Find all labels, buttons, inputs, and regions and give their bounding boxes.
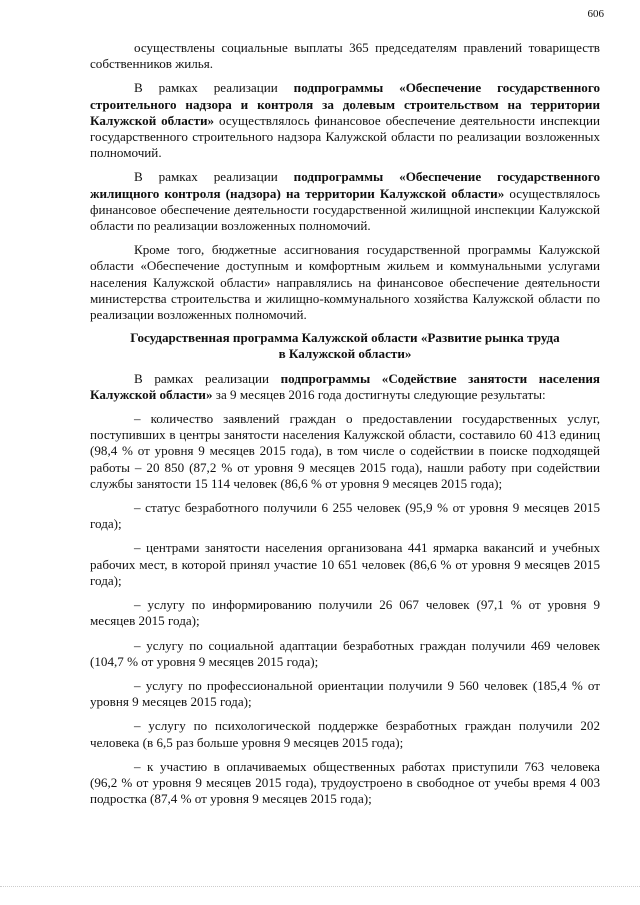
paragraph-construction-supervision [90, 80, 600, 161]
list-item: – услугу по социальной адаптации безработных граждан получили 469 человек (104,7 % от уровня 9 месяцев 2015 года); [90, 637, 600, 669]
paragraph-text: В рамках реализации [134, 169, 294, 185]
subprogram-title: подпрограммы «Содействие занятости населения Калужской области» [90, 370, 600, 402]
scan-artifact-line [0, 886, 640, 888]
section-heading [90, 330, 600, 362]
list-item: – центрами занятости населения организована 441 ярмарка вакансий и учебных рабочих мест, в которой принял участие 10 651 человек (86,6 % от уровня 9 месяцев 2015 года); [90, 540, 600, 588]
paragraph-employment-intro [90, 371, 600, 403]
paragraph-text: В рамках реализации [134, 80, 294, 96]
list-item: – услугу по психологической поддержке безработных граждан получили 202 человека (в 6,5 раз больше уровня 9 месяцев 2015 года); [90, 718, 600, 750]
list-item: – к участию в оплачиваемых общественных работах приступили 763 человека (96,2 % от уровня 9 месяцев 2015 года), трудоустроено в свободное от учебы время 4 003 подростка (87,4 % от уровня 9 месяцев 2015 года); [90, 758, 600, 807]
list-item: – услугу по профессиональной ориентации получили 9 560 человек (185,4 % от уровня 9 месяцев 2015 года); [90, 677, 600, 710]
list-item: – статус безработного получили 6 255 человек (95,9 % от уровня 9 месяцев 2015 года); [90, 500, 600, 532]
subprogram-title: подпрограммы «Обеспечение государственного строительного надзора и контроля за долевым строительством на территории Калужской области» [90, 80, 600, 128]
page-number: 606 [587, 8, 604, 20]
document-body [90, 40, 600, 815]
subprogram-title: подпрограммы «Обеспечение государственного жилищного контроля (надзора) на территории Калужской области» [90, 169, 600, 201]
section-heading-line: в Калужской области» [278, 346, 412, 362]
paragraph-text: осуществлялось финансовое обеспечение деятельности государственной жилищной инспекции Калужской области по реализации возложенных полномочий. [90, 185, 600, 234]
list-item: – услугу по информированию получили 26 067 человек (97,1 % от уровня 9 месяцев 2015 года); [90, 597, 600, 629]
paragraph-budget-allocations: Кроме того, бюджетные ассигнования государственной программы Калужской области «Обеспечение доступным и комфортным жильем и коммунальными услугами населения Калужской области» направлялись на финансовое обеспечение деятельности министерства строительства и жилищно-коммунального хозяйства Калужской области по реализации возложенных полномочий. [90, 242, 600, 323]
paragraph-text: осуществлялось финансовое обеспечение деятельности инспекции государственного строительного надзора Калужской области по реализации возложенных полномочий. [90, 112, 600, 161]
paragraph-housing-control [90, 169, 600, 234]
paragraph-text: за 9 месяцев 2016 года достигнуты следующие результаты: [212, 386, 546, 402]
paragraph-text: В рамках реализации [134, 370, 281, 386]
paragraph-continuation: осуществлены социальные выплаты 365 председателям правлений товариществ собственников жилья. [90, 40, 600, 72]
list-item: – количество заявлений граждан о предоставлении государственных услуг, поступивших в центры занятости населения Калужской области, составило 60 413 единиц (98,4 % от уровня 9 месяцев 2015 года), в том числе о содействии в поиске подходящей работы – 20 850 (87,2 % от уровня 9 месяцев 2015 года), нашли работу при содействии службы занятости 15 114 человек (86,6 % от уровня 9 месяцев 2015 года); [90, 411, 600, 491]
section-heading-line: Государственная программа Калужской области «Развитие рынка труда [130, 330, 560, 346]
